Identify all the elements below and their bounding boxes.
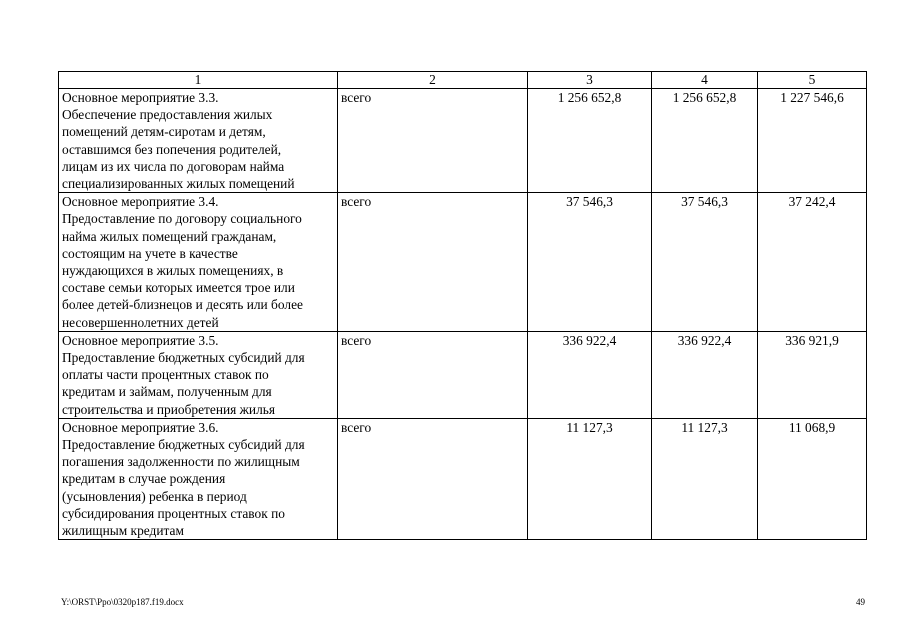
table-row: [59, 418, 867, 539]
funding-type-cell: всего: [338, 331, 528, 418]
activity-name-line: Основное мероприятие 3.5.: [62, 332, 219, 348]
amount-cell-4: 1 256 652,8: [652, 89, 758, 193]
amount-cell-4: 336 922,4: [652, 331, 758, 418]
activity-name-cell: [59, 89, 338, 193]
activity-name-line: строительства и приобретения жилья: [62, 401, 276, 417]
header-col-4: 4: [652, 72, 758, 89]
header-col-2: 2: [338, 72, 528, 89]
table-row: [59, 89, 867, 193]
header-row: [59, 72, 867, 89]
amount-cell-5: 336 921,9: [758, 331, 867, 418]
activity-name-line: субсидирования процентных ставок по: [62, 505, 285, 521]
activity-name-line: жилищным кредитам: [62, 523, 184, 539]
activity-name-line: специализированных жилых помещений: [62, 176, 295, 192]
activity-name-line: Предоставление бюджетных субсидий для: [62, 437, 305, 453]
activity-name-line: (усыновления) ребенка в период: [62, 488, 247, 504]
amount-cell-3: 11 127,3: [528, 418, 652, 539]
activity-name-cell: [59, 418, 338, 539]
activity-name-cell: [59, 331, 338, 418]
table-row: [59, 193, 867, 332]
activity-name-line: Предоставление бюджетных субсидий для: [62, 350, 305, 366]
header-col-3: 3: [528, 72, 652, 89]
activity-name-line: состоящим на учете в качестве: [62, 245, 238, 261]
activity-name-line: помещений детям-сиротам и детям,: [62, 124, 266, 140]
activity-name-line: оставшимся без попечения родителей,: [62, 141, 282, 157]
funding-type-cell: всего: [338, 193, 528, 332]
activity-name-line: погашения задолженности по жилищным: [62, 454, 300, 470]
table-row: [59, 331, 867, 418]
header-col-1: 1: [59, 72, 338, 89]
funding-type-cell: всего: [338, 89, 528, 193]
amount-cell-5: 1 227 546,6: [758, 89, 867, 193]
activity-name-line: более детей-близнецов и десять или более: [62, 297, 303, 313]
budget-table: [58, 71, 867, 540]
activity-name-line: оплаты части процентных ставок по: [62, 367, 269, 383]
activity-name-line: Обеспечение предоставления жилых: [62, 107, 273, 123]
amount-cell-4: 37 546,3: [652, 193, 758, 332]
activity-name-line: найма жилых помещений гражданам,: [62, 228, 277, 244]
activity-name-line: составе семьи которых имеется трое или: [62, 280, 295, 296]
footer-page-number: 49: [856, 597, 865, 607]
amount-cell-3: 336 922,4: [528, 331, 652, 418]
activity-name-line: кредитам в случае рождения: [62, 471, 226, 487]
amount-cell-4: 11 127,3: [652, 418, 758, 539]
activity-name-cell: [59, 193, 338, 332]
footer-file-path: Y:\ORST\Ppo\0320p187.f19.docx: [61, 597, 184, 607]
activity-name-line: кредитам и займам, полученным для: [62, 384, 272, 400]
header-col-5: 5: [758, 72, 867, 89]
activity-name-line: лицам из их числа по договорам найма: [62, 158, 285, 174]
activity-name-line: Основное мероприятие 3.6.: [62, 419, 219, 435]
activity-name-line: Основное мероприятие 3.4.: [62, 194, 219, 210]
amount-cell-3: 37 546,3: [528, 193, 652, 332]
activity-name-line: Основное мероприятие 3.3.: [62, 90, 219, 105]
activity-name-line: нуждающихся в жилых помещениях, в: [62, 263, 284, 279]
activity-name-line: несовершеннолетних детей: [62, 314, 219, 330]
activity-name-line: Предоставление по договору социального: [62, 211, 302, 227]
amount-cell-3: 1 256 652,8: [528, 89, 652, 193]
funding-type-cell: всего: [338, 418, 528, 539]
amount-cell-5: 11 068,9: [758, 418, 867, 539]
amount-cell-5: 37 242,4: [758, 193, 867, 332]
